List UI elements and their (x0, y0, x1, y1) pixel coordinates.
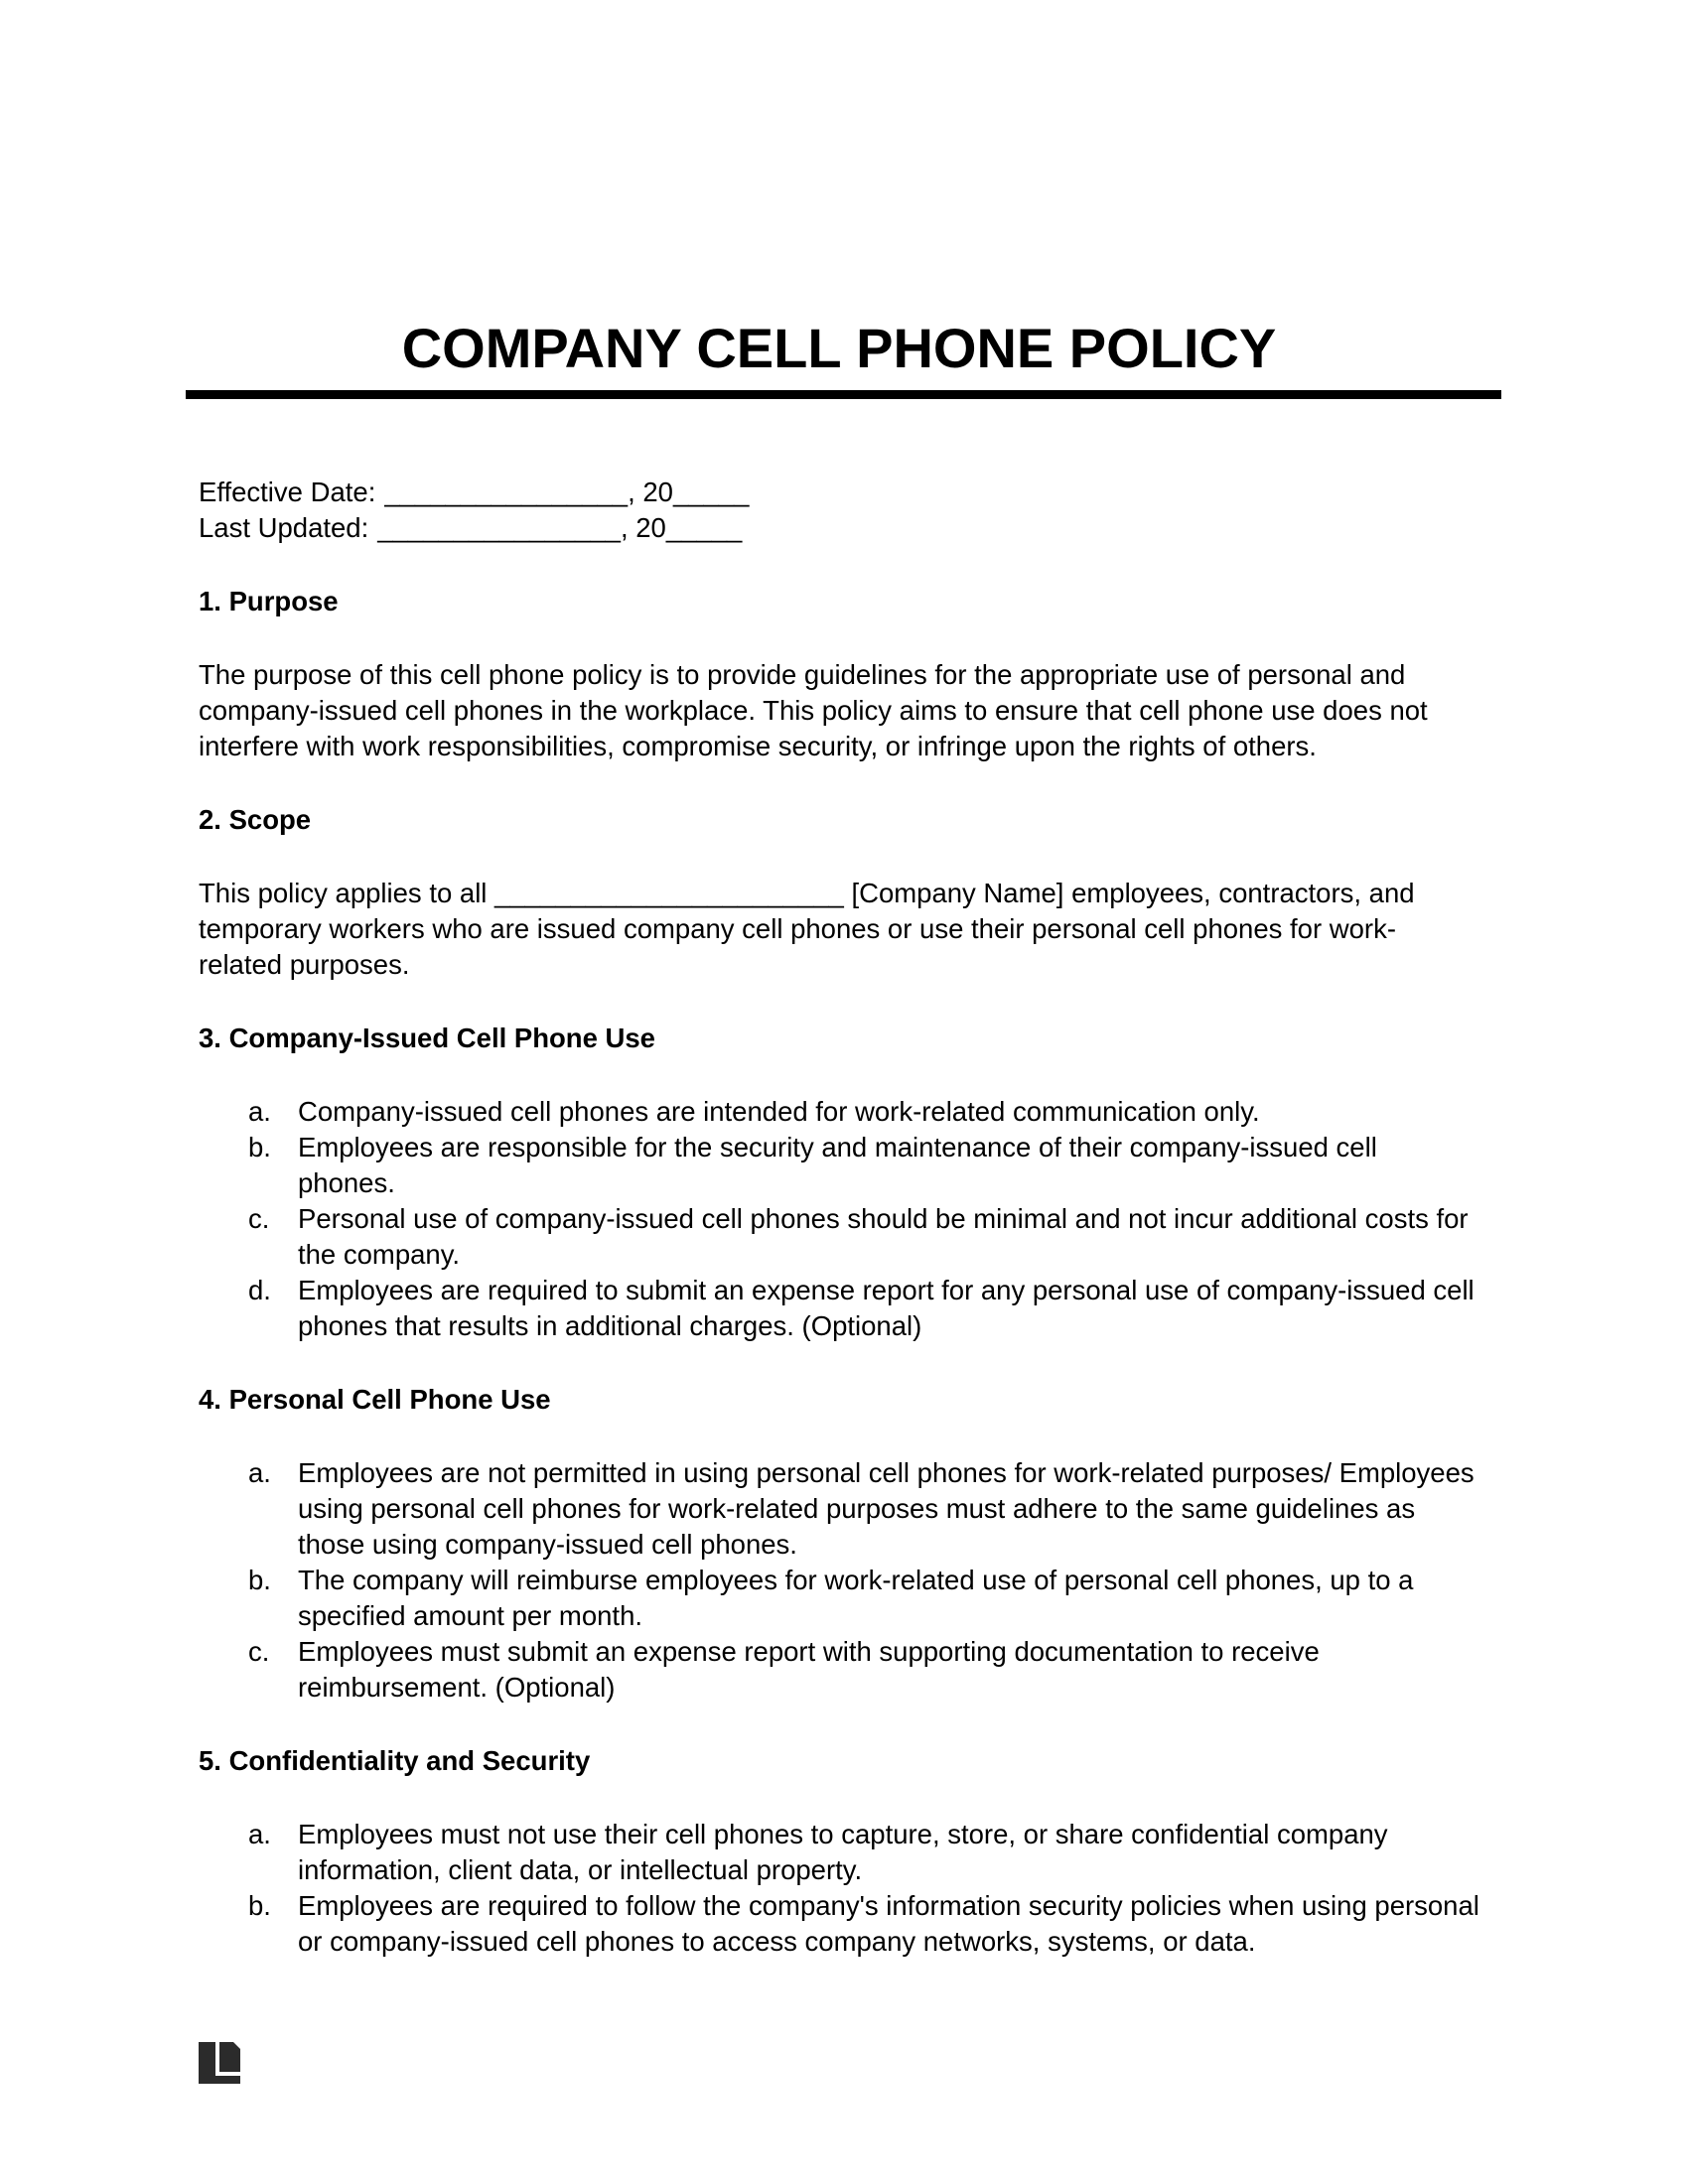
list-item: Employees must not use their cell phones to capture, store, or share confidential company information, client data, or intellectual property. (298, 1819, 1388, 1885)
effective-date-year-blank: _____ (672, 477, 750, 507)
effective-date-line (199, 475, 1479, 510)
meta-block (199, 475, 1479, 546)
section-4 (199, 1382, 1479, 1706)
effective-date-year-prefix: , 20 (628, 477, 673, 507)
list-item: The company will reimburse employees for work-related use of personal cell phones, up to a specified amount per month. (298, 1565, 1414, 1631)
section-list (199, 1455, 1479, 1706)
section-paragraph: This policy applies to all _______________________ [Company Name] employees, contractors, and temporary workers who are issued company cell phones or use their personal cell phones for work-related purposes. (199, 878, 1415, 980)
list-item: Company-issued cell phones are intended for work-related communication only. (298, 1096, 1260, 1127)
list-item: Employees are not permitted in using personal cell phones for work-related purposes/ Employees using personal cell phones for work-related purposes must adhere to the same guidelines as those using company-issued cell phones. (298, 1457, 1475, 1560)
section-heading: 3. Company-Issued Cell Phone Use (199, 1023, 655, 1053)
document-page (199, 0, 1479, 1960)
last-updated-year-blank: _____ (665, 512, 743, 543)
list-item: Personal use of company-issued cell phones should be minimal and not incur additional costs for the company. (298, 1203, 1469, 1270)
last-updated-line (199, 510, 1479, 546)
effective-date-blank: ________________ (384, 477, 629, 507)
legal-templates-logo (199, 2042, 240, 2084)
effective-date-label: Effective Date: (199, 477, 376, 507)
section-paragraph: The purpose of this cell phone policy is to provide guidelines for the appropriate use of personal and company-issued cell phones in the workplace. This policy aims to ensure that cell phone use does not interfere with work responsibilities, compromise security, or infringe upon the rights of others. (199, 659, 1428, 761)
section-3 (199, 1021, 1479, 1344)
section-heading: 4. Personal Cell Phone Use (199, 1384, 551, 1415)
section-heading: 2. Scope (199, 804, 312, 835)
legal-templates-logo-icon (199, 2042, 240, 2084)
list-item: Employees must submit an expense report with supporting documentation to receive reimbursement. (Optional) (298, 1636, 1320, 1703)
last-updated-blank: ________________ (377, 512, 621, 543)
sections-container (199, 584, 1479, 1960)
list-item: Employees are required to submit an expense report for any personal use of company-issued cell phones that results in additional charges. (Optional) (298, 1275, 1475, 1341)
list-item: Employees are required to follow the company's information security policies when using personal or company-issued cell phones to access company networks, systems, or data. (298, 1890, 1479, 1957)
section-1 (199, 584, 1479, 764)
section-heading: 5. Confidentiality and Security (199, 1745, 591, 1776)
section-list (199, 1817, 1479, 1960)
section-5 (199, 1743, 1479, 1960)
list-item: Employees are responsible for the security and maintenance of their company-issued cell phones. (298, 1132, 1377, 1198)
title-rule (186, 390, 1501, 399)
last-updated-year-prefix: , 20 (620, 512, 666, 543)
section-list (199, 1094, 1479, 1344)
document-title: COMPANY CELL PHONE POLICY (401, 317, 1277, 379)
section-2 (199, 802, 1479, 983)
last-updated-label: Last Updated: (199, 512, 369, 543)
section-heading: 1. Purpose (199, 586, 339, 616)
